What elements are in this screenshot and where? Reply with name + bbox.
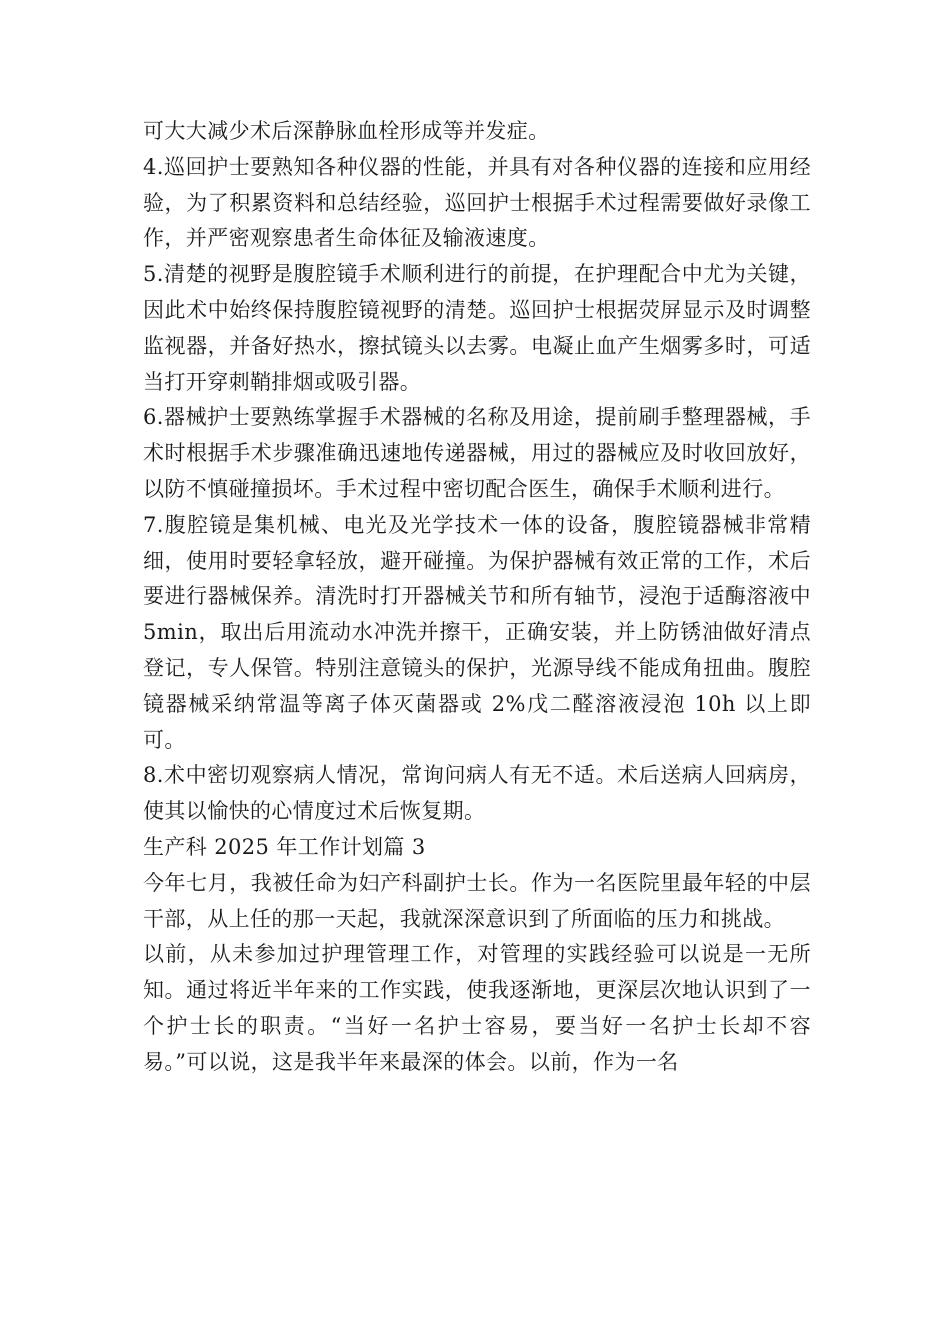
paragraph-intro: 今年七月，我被任命为妇产科副护士长。作为一名医院里最年轻的中层干部，从上任的那一天起，我就深深意识到了所面临的压力和挑战。 (143, 870, 811, 931)
document-body (143, 114, 811, 1081)
section-heading: 生产科 2025 年工作计划篇 3 (143, 834, 426, 859)
paragraph-item-7: 7.腹腔镜是集机械、电光及光学技术一体的设备，腹腔镜器械非常精细，使用时要轻拿轻放，避开碰撞。为保护器械有效正常的工作，术后要进行器械保养。清洗时打开器械关节和所有轴节，浸泡于适酶溶液中 5min，取出后用流动水冲洗并擦干，正确安装，并上防锈油做好清点登记，专人保管。特别注意镜头的保护，光源导线不能成角扭曲。腹腔镜器械采纳常温等离子体灭菌器或 2%戊二醛溶液浸泡 10h 以上即可。 (143, 512, 811, 752)
paragraph-reflection: 以前，从未参加过护理管理工作，对管理的实践经验可以说是一无所知。通过将近半年来的工作实践，使我逐渐地，更深层次地认识到了一个护士长的职责。“当好一名护士容易，要当好一名护士长却不容易。”可以说，这是我半年来最深的体会。以前，作为一名 (143, 942, 811, 1074)
paragraph-item-6: 6.器械护士要熟练掌握手术器械的名称及用途，提前刷手整理器械，手术时根据手术步骤准确迅速地传递器械，用过的器械应及时收回放好，以防不慎碰撞损坏。手术过程中密切配合医生，确保手术顺利进行。 (143, 405, 811, 501)
paragraph-item-5: 5.清楚的视野是腹腔镜手术顺利进行的前提，在护理配合中尤为关键，因此术中始终保持腹腔镜视野的清楚。巡回护士根据荧屏显示及时调整监视器，并备好热水，擦拭镜头以去雾。电凝止血产生烟雾多时，可适当打开穿刺鞘排烟或吸引器。 (143, 262, 811, 394)
paragraph-item-4: 4.巡回护士要熟知各种仪器的性能，并具有对各种仪器的连接和应用经验，为了积累资料和总结经验，巡回护士根据手术过程需要做好录像工作，并严密观察患者生命体征及输液速度。 (143, 154, 811, 251)
paragraph-item-8: 8.术中密切观察病人情况，常询问病人有无不适。术后送病人回病房，使其以愉快的心情度过术后恢复期。 (143, 763, 811, 824)
paragraph-continuation: 可大大减少术后深静脉血栓形成等并发症。 (143, 119, 550, 143)
